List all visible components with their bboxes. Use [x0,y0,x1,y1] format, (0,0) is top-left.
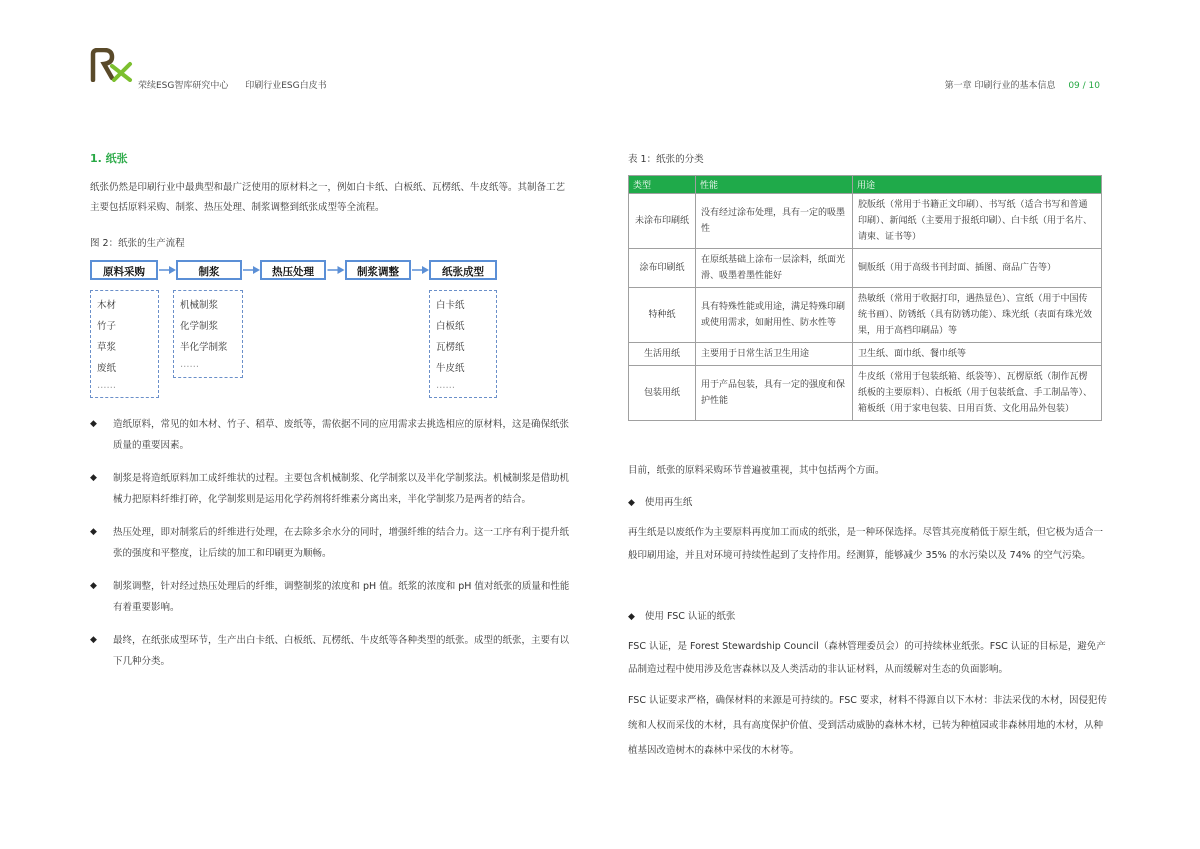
column-header: 类型 [629,176,696,194]
diamond-bullet-icon: ◆ [90,527,97,537]
table-cell: 牛皮纸（常用于包装纸箱、纸袋等）、瓦楞原纸（制作瓦楞纸板的主要原料）、白板纸（用于包装纸盒、手工制品等）、箱板纸（用于家电包装、日用百货、文化用品外包装） [853,366,1102,421]
rx-logo [90,48,136,82]
recycled-paragraph: 再生纸是以废纸作为主要原料再度加工而成的纸张，是一种环保选择。尽管其亮度稍低于原生纸，但它极为适合一般印刷用途，并且对环境可持续性起到了支持作用。经测算，能够减少 35% 的水污染以及 74% 的空气污染。 [628,527,1104,561]
list-item: 牛皮纸 [436,363,465,374]
table-cell: 主要用于日常生活卫生用途 [696,343,853,366]
list-item: 草浆 [97,342,117,353]
figure-caption: 图 2：纸张的生产流程 [90,238,185,249]
diamond-bullet-icon: ◆ [90,635,97,645]
page-number: 09 / 10 [1068,81,1100,91]
table-row [629,288,1102,343]
list-item: 竹子 [97,321,117,332]
list-item: 废纸 [97,363,117,374]
table-cell: 胶版纸（常用于书籍正文印刷）、书写纸（适合书写和普通印刷）、新闻纸（主要用于报纸印刷）、白卡纸（用于名片、请柬、证书等） [853,194,1102,249]
pulping-box [173,290,243,378]
list-item: …… [180,359,199,370]
bullet-list [90,414,576,684]
list-item: 化学制浆 [180,321,219,332]
list-item: ◆ 制浆是将造纸原料加工成纤维状的过程。主要包含机械制浆、化学制浆以及半化学制浆法。机械制浆是借助机械力把原料纤维打碎，化学制浆则是运用化学药剂将纤维素分离出来，半化学制浆乃是两者的结合。 [90,468,576,510]
arrow-right-icon [159,266,176,274]
list-item: 白卡纸 [436,300,465,311]
doc-title: 印刷行业ESG白皮书 [245,81,327,91]
table-cell: 卫生纸、面巾纸、餐巾纸等 [853,343,1102,366]
list-item: 白板纸 [436,321,465,332]
table-header-row [629,176,1102,194]
table-cell: 没有经过涂布处理，具有一定的吸墨性 [696,194,853,249]
subsection-recycled: ◆ 使用再生纸 [628,497,693,508]
table-cell: 包装用纸 [629,366,696,421]
diamond-bullet-icon: ◆ [90,419,97,429]
header-right [945,78,1100,91]
flow-step: 热压处理 [260,260,326,280]
list-item: 机械制浆 [180,300,219,311]
intro-paragraph: 纸张仍然是印刷行业中最典型和最广泛使用的原材料之一，例如白卡纸、白板纸、瓦楞纸、牛皮纸等。其制备工艺主要包括原料采购、制浆、热压处理、制浆调整到纸张成型等全流程。 [90,182,566,213]
list-item: 瓦楞纸 [436,342,465,353]
table-cell: 未涂布印刷纸 [629,194,696,249]
table-cell: 具有特殊性能或用途，满足特殊印刷或使用需求，如耐用性、防水性等 [696,288,853,343]
list-item: 木材 [97,300,117,311]
table-row [629,343,1102,366]
diamond-bullet-icon: ◆ [628,612,635,622]
fsc-requirements-paragraph: FSC 认证要求严格，确保材料的来源是可持续的。FSC 要求，材料不得源自以下木材：非法采伐的木材，因侵犯传统和人权而采伐的木材，具有高度保护价值、受到活动威胁的森林木材，已转为种植园或非森林用地的木材，从种植基因改造树木的森林中采伐的木材等。 [628,695,1107,756]
arrow-right-icon [412,266,429,274]
table-cell: 特种纸 [629,288,696,343]
table-cell: 热敏纸（常用于收据打印，遇热显色）、宣纸（用于中国传统书画）、防锈纸（具有防锈功能）、珠光纸（表面有珠光效果，用于高档印刷品）等 [853,288,1102,343]
org-name: 荣续ESG智库研究中心 [138,81,229,91]
materials-box [90,290,159,398]
table-cell: 用于产品包装，具有一定的强度和保护性能 [696,366,853,421]
table-cell: 在原纸基础上涂布一层涂料，纸面光滑、吸墨着墨性能好 [696,249,853,288]
fsc-paragraph: FSC 认证，是 Forest Stewardship Council（森林管理委员会）的可持续林业纸张。FSC 认证的目标是，避免产品制造过程中使用涉及危害森林以及人类活动的非认证材料，从而缓解对生态的负面影响。 [628,641,1106,675]
list-item: ◆ 热压处理，即对制浆后的纤维进行处理，在去除多余水分的同时，增强纤维的结合力。这一工序有利于提升纸张的强度和平整度，让后续的加工和印刷更为顺畅。 [90,522,576,564]
column-header: 用途 [853,176,1102,194]
table-caption: 表 1：纸张的分类 [628,154,704,165]
paper-classification-table [628,175,1102,421]
column-header: 性能 [696,176,853,194]
list-item: ◆ 最终，在纸张成型环节，生产出白卡纸、白板纸、瓦楞纸、牛皮纸等各种类型的纸张。成型的纸张，主要有以下几种分类。 [90,630,576,672]
table-cell: 铜版纸（用于高级书刊封面、插图、商品广告等） [853,249,1102,288]
list-item: 半化学制浆 [180,342,228,353]
arrow-right-icon [327,266,345,274]
arrow-right-icon [243,266,260,274]
subsection-fsc: ◆ 使用 FSC 认证的纸张 [628,611,736,622]
list-item: ◆ 制浆调整，针对经过热压处理后的纤维，调整制浆的浓度和 pH 值。纸浆的浓度和 pH 值对纸张的质量和性能有着重要影响。 [90,576,576,618]
flow-step: 纸张成型 [429,260,497,280]
table-row [629,249,1102,288]
table-row [629,366,1102,421]
list-item: …… [436,380,455,391]
header-left [138,78,327,91]
diamond-bullet-icon: ◆ [90,581,97,591]
flow-step: 原料采购 [90,260,158,280]
list-item: …… [97,380,116,391]
table-row [629,194,1102,249]
list-item: ◆ 造纸原料，常见的如木材、竹子、稻草、废纸等，需依据不同的应用需求去挑选相应的原材料，这是确保纸张质量的重要因素。 [90,414,576,456]
chapter-title: 第一章 印刷行业的基本信息 [944,81,1056,91]
diamond-bullet-icon: ◆ [628,498,635,508]
flow-step: 制浆调整 [345,260,411,280]
table-cell: 涂布印刷纸 [629,249,696,288]
diamond-bullet-icon: ◆ [90,473,97,483]
flow-step: 制浆 [176,260,242,280]
products-box [429,290,497,398]
section-title: 1. 纸张 [90,152,128,165]
table-cell: 生活用纸 [629,343,696,366]
right-intro: 目前，纸张的原料采购环节普遍被重视，其中包括两个方面。 [628,465,885,476]
